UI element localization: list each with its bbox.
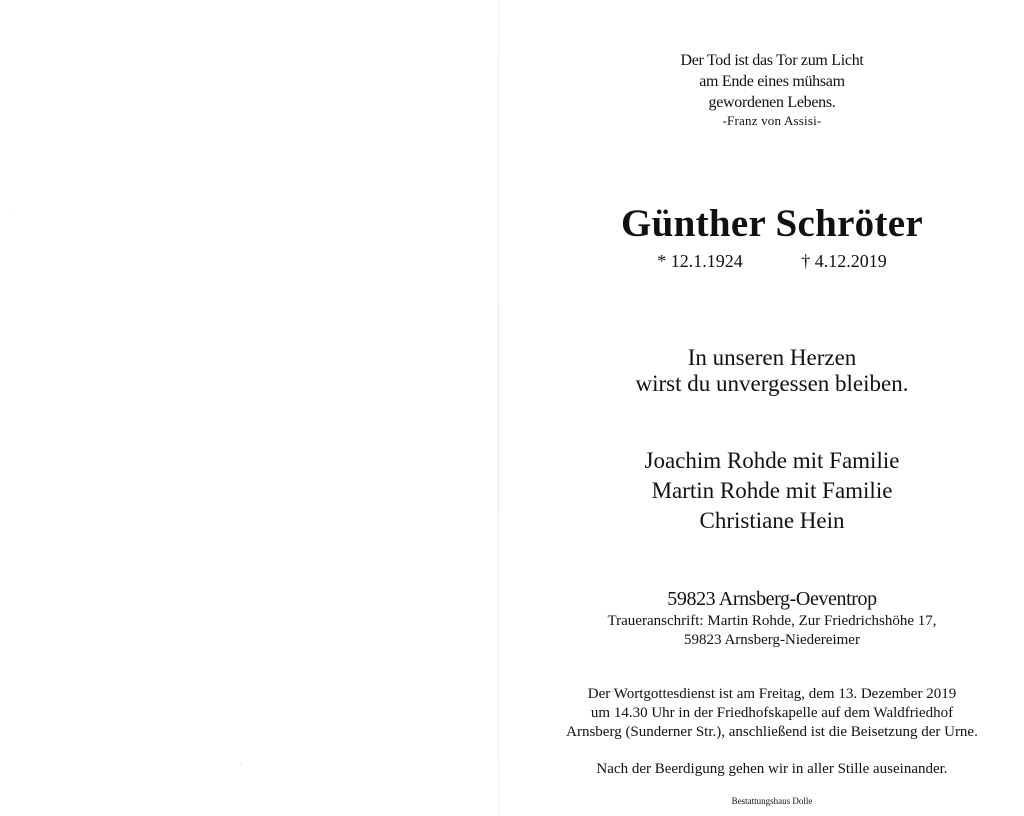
quote-line: gewordenen Lebens. — [708, 94, 836, 111]
quote-line: Der Tod ist das Tor zum Licht — [680, 52, 864, 69]
address-line: 59823 Arnsberg-Niedereimer — [684, 632, 860, 648]
service-line: Der Wortgottesdienst ist am Freitag, dem 13. Dezember 2019 — [587, 686, 957, 702]
memory-line: In unseren Herzen — [687, 345, 857, 370]
service-line: Arnsberg (Sunderner Str.), anschließend ist die Beisetzung der Urne. — [566, 724, 978, 740]
service-line: um 14.30 Uhr in der Friedhofskapelle auf dem Waldfriedhof — [590, 705, 954, 721]
quote-line: am Ende eines mühsam — [699, 73, 845, 90]
mourners-list — [520, 446, 1024, 536]
death-date: † 4.12.2019 — [801, 251, 887, 271]
location: 59823 Arnsberg-Oeventrop — [667, 588, 877, 610]
service-details — [520, 685, 1024, 742]
undertaker-name: Bestattungshaus Dolle — [731, 796, 813, 806]
mourning-address — [520, 612, 1024, 650]
deceased-name: Günther Schröter — [621, 202, 923, 245]
memory-verse — [520, 345, 1024, 397]
birth-date: * 12.1.1924 — [657, 251, 743, 271]
closing-note: Nach der Beerdigung gehen wir in aller Stille auseinander. — [596, 761, 948, 777]
paper-speck — [14, 214, 15, 215]
quote-author: -Franz von Assisi- — [722, 113, 822, 128]
life-dates — [520, 250, 1024, 272]
card-right-page — [520, 0, 1024, 816]
card-fold-line — [498, 0, 499, 816]
memorial-quote — [520, 50, 1024, 129]
memory-line: wirst du unvergessen bleiben. — [635, 371, 909, 396]
paper-speck — [240, 764, 241, 765]
mourner: Christiane Hein — [699, 508, 845, 533]
mourner: Joachim Rohde mit Familie — [644, 448, 900, 473]
address-line: Traueranschrift: Martin Rohde, Zur Friedrichshöhe 17, — [607, 613, 937, 629]
mourner: Martin Rohde mit Familie — [651, 478, 893, 503]
